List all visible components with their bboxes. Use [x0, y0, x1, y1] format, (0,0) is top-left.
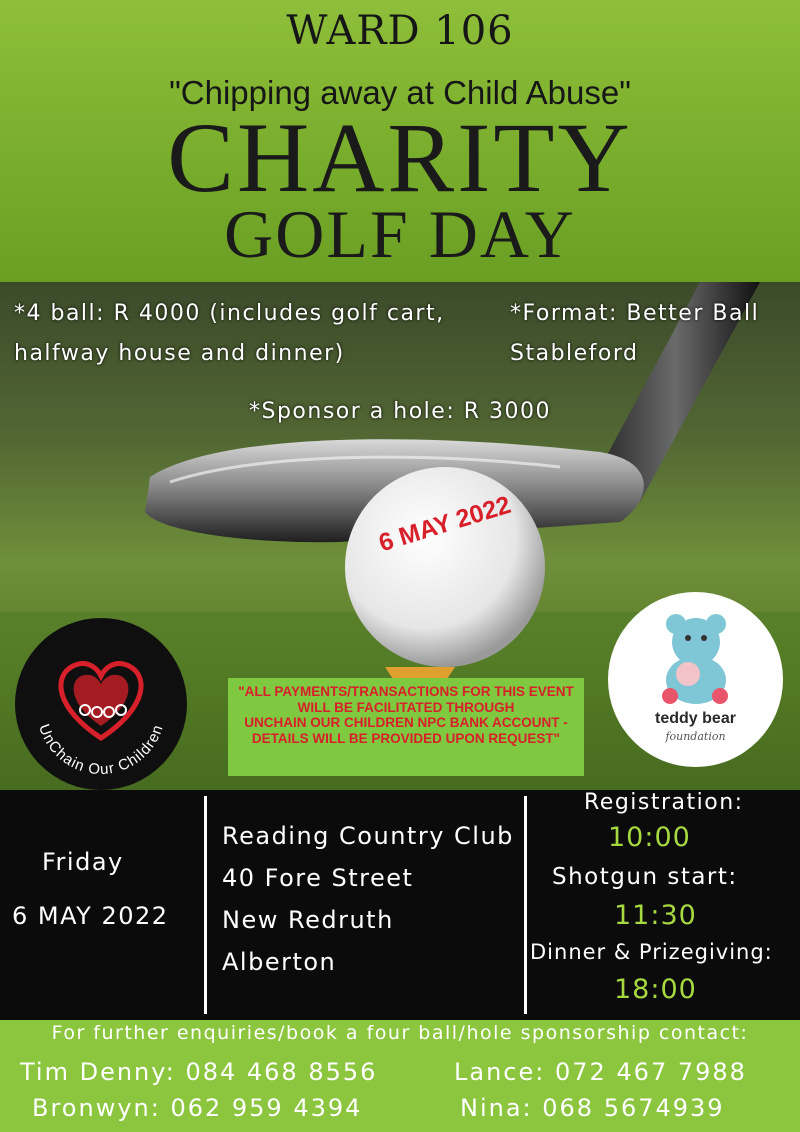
four-ball-price: *4 ball: R 4000 (includes golf cart, halfway house and dinner): [14, 301, 445, 366]
payment-notice: [228, 678, 584, 776]
ball-date: 6 MAY 2022: [375, 490, 515, 558]
title-golf-day: GOLF DAY: [224, 196, 576, 272]
event-date: 6 MAY 2022: [12, 902, 169, 930]
contact-person: Nina: 068 5674939: [460, 1094, 725, 1122]
left-logo-text: UnChain Our Children: [35, 721, 167, 779]
venue-city: Alberton: [222, 948, 337, 976]
notice-line: UNCHAIN OUR CHILDREN NPC BANK ACCOUNT -: [244, 715, 568, 730]
venue-suburb: New Redruth: [222, 906, 394, 934]
venue-street: 40 Fore Street: [222, 864, 414, 892]
registration-time: 10:00: [608, 822, 691, 853]
tagline: "Chipping away at Child Abuse": [169, 74, 631, 111]
dinner-time: 18:00: [614, 974, 697, 1005]
teddy-bear-foundation-logo: [608, 592, 783, 767]
format-info: *Format: Better Ball Stableford: [510, 301, 760, 366]
contact-person: Lance: 072 467 7988: [454, 1058, 747, 1086]
event-day: Friday: [42, 848, 124, 876]
right-logo-name: teddy bear: [655, 710, 736, 727]
ward-title: WARD 106: [286, 8, 514, 54]
contact-heading: For further enquiries/book a four ball/hole sponsorship contact:: [51, 1022, 749, 1044]
contact-person: Bronwyn: 062 959 4394: [32, 1094, 363, 1122]
registration-label: Registration:: [584, 790, 744, 815]
notice-line: WILL BE FACILITATED THROUGH: [297, 699, 515, 715]
dinner-label: Dinner & Prizegiving:: [530, 940, 773, 964]
shotgun-time: 11:30: [614, 900, 697, 931]
shotgun-label: Shotgun start:: [552, 864, 738, 890]
divider: [524, 796, 527, 1014]
notice-line: "ALL PAYMENTS/TRANSACTIONS FOR THIS EVENT: [238, 684, 574, 699]
divider: [204, 796, 207, 1014]
unchain-our-children-logo: [15, 618, 187, 790]
venue-name: Reading Country Club: [222, 822, 514, 850]
sponsor-hole-price: *Sponsor a hole: R 3000: [249, 399, 551, 424]
notice-line: DETAILS WILL BE PROVIDED UPON REQUEST": [251, 730, 561, 746]
right-logo-sub: foundation: [665, 730, 726, 743]
contact-person: Tim Denny: 084 468 8556: [20, 1058, 378, 1086]
heart-chain-icon: [15, 618, 187, 790]
title-charity: CHARITY: [167, 102, 633, 213]
svg-text:UnChain Our Children: [35, 722, 167, 778]
